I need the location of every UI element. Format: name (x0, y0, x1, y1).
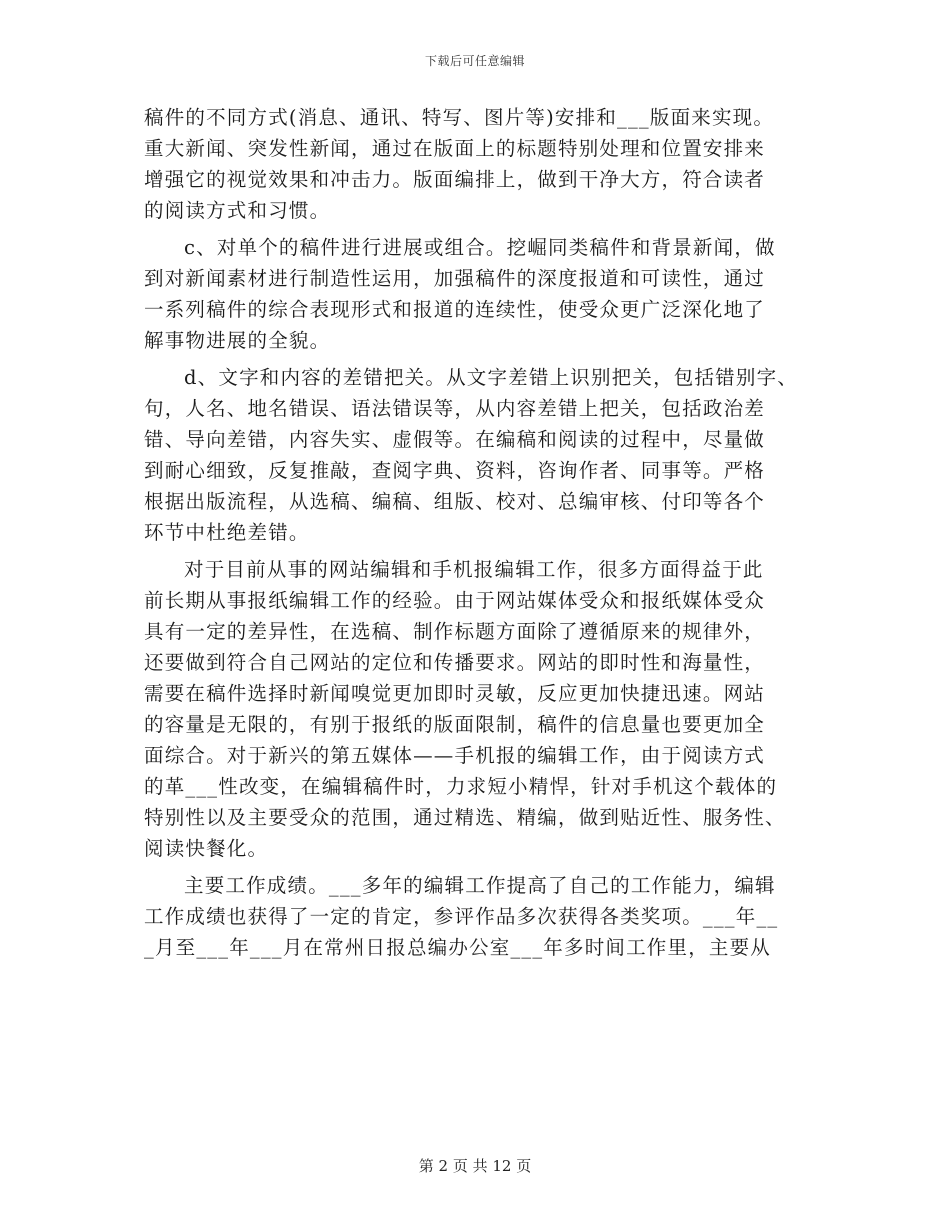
page-number: 第 2 页 共 12 页 (418, 1157, 532, 1175)
text-line: 一系列稿件的综合表现形式和报道的连续性，使受众更广泛深化地了 (144, 298, 766, 321)
text-line: 的革___性改变，在编辑稿件时，力求短小精悍，针对手机这个载体的 (144, 775, 778, 798)
text-line: _月至___年___月在常州日报总编办公室___年多时间工作里，主要从 (144, 936, 772, 959)
text-line: 特别性以及主要受众的范围，通过精选、精编，做到贴近性、服务性、 (144, 806, 786, 829)
text-line: 解事物进展的全貌。 (144, 329, 331, 352)
text-line: 还要做到符合自己网站的定位和传播要求。网站的即时性和海量性， (144, 651, 766, 674)
text-line: 环节中杜绝差错。 (144, 521, 310, 544)
text-line: 的容量是无限的，有别于报纸的版面限制，稿件的信息量也要更加全 (144, 713, 766, 736)
text-line: 需要在稿件选择时新闻嗅觉更加即时灵敏，反应更加快捷迅速。网站 (144, 682, 766, 705)
text-line: 具有一定的差异性，在选稿、制作标题方面除了遵循原来的规律外， (144, 620, 766, 643)
text-line: 句，人名、地名错误、语法错误等，从内容差错上把关，包括政治差 (144, 397, 766, 420)
text-line: 重大新闻、突发性新闻，通过在版面上的标题特别处理和位置安排来 (144, 137, 766, 160)
text-line: 面综合。对于新兴的第五媒体——手机报的编辑工作，由于阅读方式 (144, 744, 766, 767)
paragraph-1 (144, 102, 834, 226)
paragraph-3 (144, 362, 834, 548)
text-line: 错、导向差错，内容失实、虚假等。在编稿和阅读的过程中，尽量做 (144, 428, 766, 451)
text-line: 阅读快餐化。 (144, 837, 269, 860)
text-line: 主要工作成绩。___多年的编辑工作提高了自己的工作能力，编辑 (184, 874, 776, 897)
text-line: d、文字和内容的差错把关。从文字差错上识别把关，包括错别字、 (184, 366, 798, 389)
text-line: 的阅读方式和习惯。 (144, 199, 331, 222)
paragraph-2 (144, 232, 834, 356)
text-line: 前长期从事报纸编辑工作的经验。由于网站媒体受众和报纸媒体受众 (144, 589, 766, 612)
page-header: 下载后可任意编辑 (424, 54, 525, 68)
paragraph-5 (144, 870, 834, 963)
text-line: 稿件的不同方式(消息、通讯、特写、图片等)安排和___版面来实现。 (144, 106, 775, 129)
text-line: 到耐心细致，反复推敲，查阅字典、资料，咨询作者、同事等。严格 (144, 459, 766, 482)
text-line: 工作成绩也获得了一定的肯定，参评作品多次获得各类奖项。___年__ (144, 905, 779, 928)
text-line: c、对单个的稿件进行进展或组合。挖崛同类稿件和背景新闻，做 (184, 236, 776, 259)
text-line: 对于目前从事的网站编辑和手机报编辑工作，很多方面得益于此 (184, 558, 764, 581)
document-body (144, 102, 834, 969)
text-line: 增强它的视觉效果和冲击力。版面编排上，做到干净大方，符合读者 (144, 168, 766, 191)
paragraph-4 (144, 554, 834, 864)
text-line: 到对新闻素材进行制造性运用，加强稿件的深度报道和可读性，通过 (144, 267, 766, 290)
text-line: 根据出版流程，从选稿、编稿、组版、校对、总编审核、付印等各个 (144, 490, 766, 513)
